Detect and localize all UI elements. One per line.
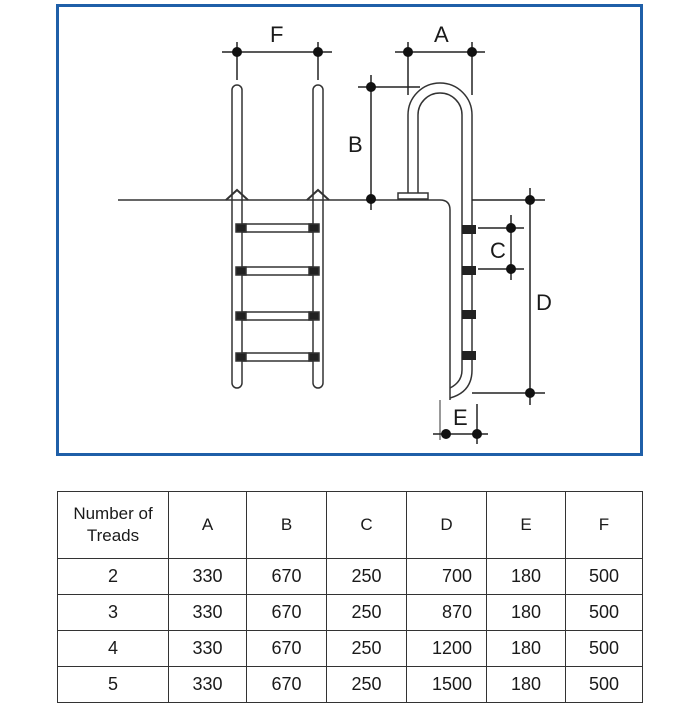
table-header-row [58,492,643,559]
cell-e: 180 [487,631,566,667]
dimension-d [472,188,552,405]
header-d: D [407,492,487,559]
table-row [58,595,643,631]
header-a: A [169,492,247,559]
tread-2 [236,267,319,275]
dimension-a-label: A [434,22,449,47]
table-row [58,667,643,703]
cell-a: 330 [169,595,247,631]
front-view-treads [236,224,319,361]
cell-f: 500 [566,667,643,703]
tread-1 [236,224,319,232]
dimension-f [222,22,332,80]
cell-treads: 4 [58,631,169,667]
dimension-c-label: C [490,238,506,263]
front-view-ladder [226,85,329,388]
cell-b: 670 [247,595,327,631]
cell-treads: 5 [58,667,169,703]
table-row [58,559,643,595]
side-view-treads [462,225,476,360]
cell-c: 250 [327,631,407,667]
table-row [58,631,643,667]
dimension-a [395,22,485,95]
cell-d: 1200 [407,631,487,667]
tread-3 [236,312,319,320]
dimension-d-label: D [536,290,552,315]
cell-e: 180 [487,559,566,595]
tread-4 [236,353,319,361]
dimension-f-label: F [270,22,284,47]
cell-c: 250 [327,667,407,703]
cell-c: 250 [327,559,407,595]
cell-d: 1500 [407,667,487,703]
dimension-e-label: E [453,405,468,430]
cell-b: 670 [247,667,327,703]
cell-a: 330 [169,667,247,703]
cell-treads: 3 [58,595,169,631]
cell-e: 180 [487,667,566,703]
header-b: B [247,492,327,559]
cell-a: 330 [169,559,247,595]
dimension-e [433,404,488,444]
dimension-b-label: B [348,132,363,157]
cell-b: 670 [247,559,327,595]
cell-a: 330 [169,631,247,667]
specification-table [57,491,643,703]
header-c: C [327,492,407,559]
header-e: E [487,492,566,559]
cell-b: 670 [247,631,327,667]
dimension-b [348,75,420,210]
cell-f: 500 [566,559,643,595]
cell-c: 250 [327,595,407,631]
cell-e: 180 [487,595,566,631]
cell-d: 870 [407,595,487,631]
header-number-of-treads: Number of Treads [58,492,169,559]
dimension-c [478,215,524,280]
cell-d: 700 [407,559,487,595]
header-f: F [566,492,643,559]
cell-treads: 2 [58,559,169,595]
cell-f: 500 [566,595,643,631]
side-view-ladder [398,83,472,398]
cell-f: 500 [566,631,643,667]
